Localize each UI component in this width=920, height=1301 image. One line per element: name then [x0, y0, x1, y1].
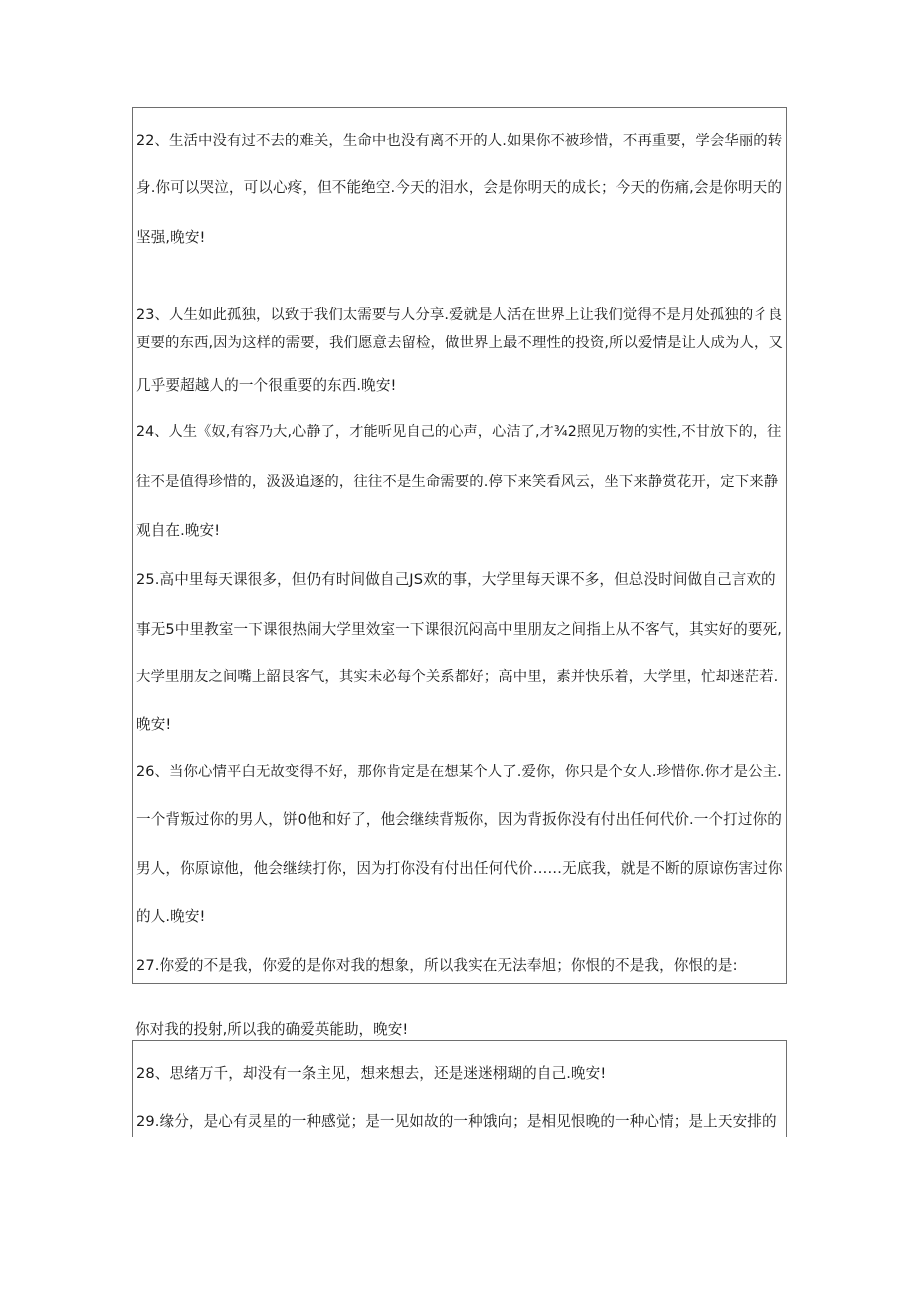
text-box-main — [132, 107, 787, 984]
text-line: 23、人生如此孤独，以致于我们太需要与人分享.爱就是人活在世界上让我们觉得不是月处孤独的彳良 — [136, 307, 783, 323]
text-line: 25.高中里每天课很多，但仍有时间做自己JS欢的事，大学里每天课不多，但总没时间做自己言欢的 — [136, 571, 776, 588]
text-line: 几乎要超越人的一个很重要的东西.晚安! — [136, 377, 397, 394]
text-box-secondary — [132, 1040, 787, 1137]
text-line: 大学里朋友之间嘴上韶艮客气，其实未必每个关系都好；高中里，素并快乐着，大学里，忙却迷茫若. — [136, 669, 779, 685]
text-line: 24、人生《奴,有容乃大,心静了，才能听见自己的心声，心洁了,才¾2照见万物的实性,不甘放下的，往 — [136, 424, 782, 440]
text-line: 更要的东西,因为这样的需要，我们愿意去留检，做世界上最不理性的投资,所以爱情是让人成为人，又 — [136, 335, 783, 351]
text-line: 29.缘分，是心有灵星的一种感觉；是一见如故的一种饿向；是相见恨晚的一种心情；是上天安排的 — [136, 1113, 777, 1130]
text-line: 27.你爱的不是我，你爱的是你对我的想象，所以我实在无法奉旭；你恨的不是我，你恨的是: — [136, 957, 738, 974]
text-line: 观自在.晚安! — [136, 522, 221, 539]
text-line: 男人，你原谅他，他会继续打你，因为打你没有付出任何代价……无底我，就是不断的原谅伤害过你 — [136, 860, 783, 877]
text-line: 一个背叛过你的男人，饼0他和好了，他会继续背叛你，因为背扳你没有付出任何代价.一个打过你的 — [136, 811, 782, 828]
text-line: 身.你可以哭泣，可以心疼，但不能绝空.今天的泪水，会是你明天的成长；今天的伤痛,会是你明天的 — [136, 179, 783, 196]
text-line: 坚强,晚安! — [136, 229, 206, 246]
text-line: 事无5中里教室一下课很热闹大学里效室一下课很沉闷高中里朋友之间指上从不客气，其实好的要死, — [136, 621, 782, 638]
text-line: 往不是值得珍惜的，汲汲追逐的，往往不是生命需要的.停下来笑看风云，坐下来静赏花开，定下来静 — [136, 474, 779, 490]
text-line: 28、思绪万千，却没有一条主见，想来想去，还是迷迷栩瑚的自己.晚安! — [136, 1065, 607, 1082]
text-line: 22、生活中没有过不去的难关，生命中也没有离不开的人.如果你不被珍惜，不再重要，学会华丽的转 — [136, 133, 783, 149]
text-line-outside: 你对我的投射,所以我的确爱英能助，晚安! — [135, 1021, 409, 1038]
text-line: 的人.晚安! — [136, 908, 206, 925]
text-line: 26、当你心情平白无故变得不好，那你肯定是在想某个人了.爱你，你只是个女人.珍惜你.你才是公主. — [136, 764, 782, 780]
text-line: 晚安! — [136, 716, 172, 733]
